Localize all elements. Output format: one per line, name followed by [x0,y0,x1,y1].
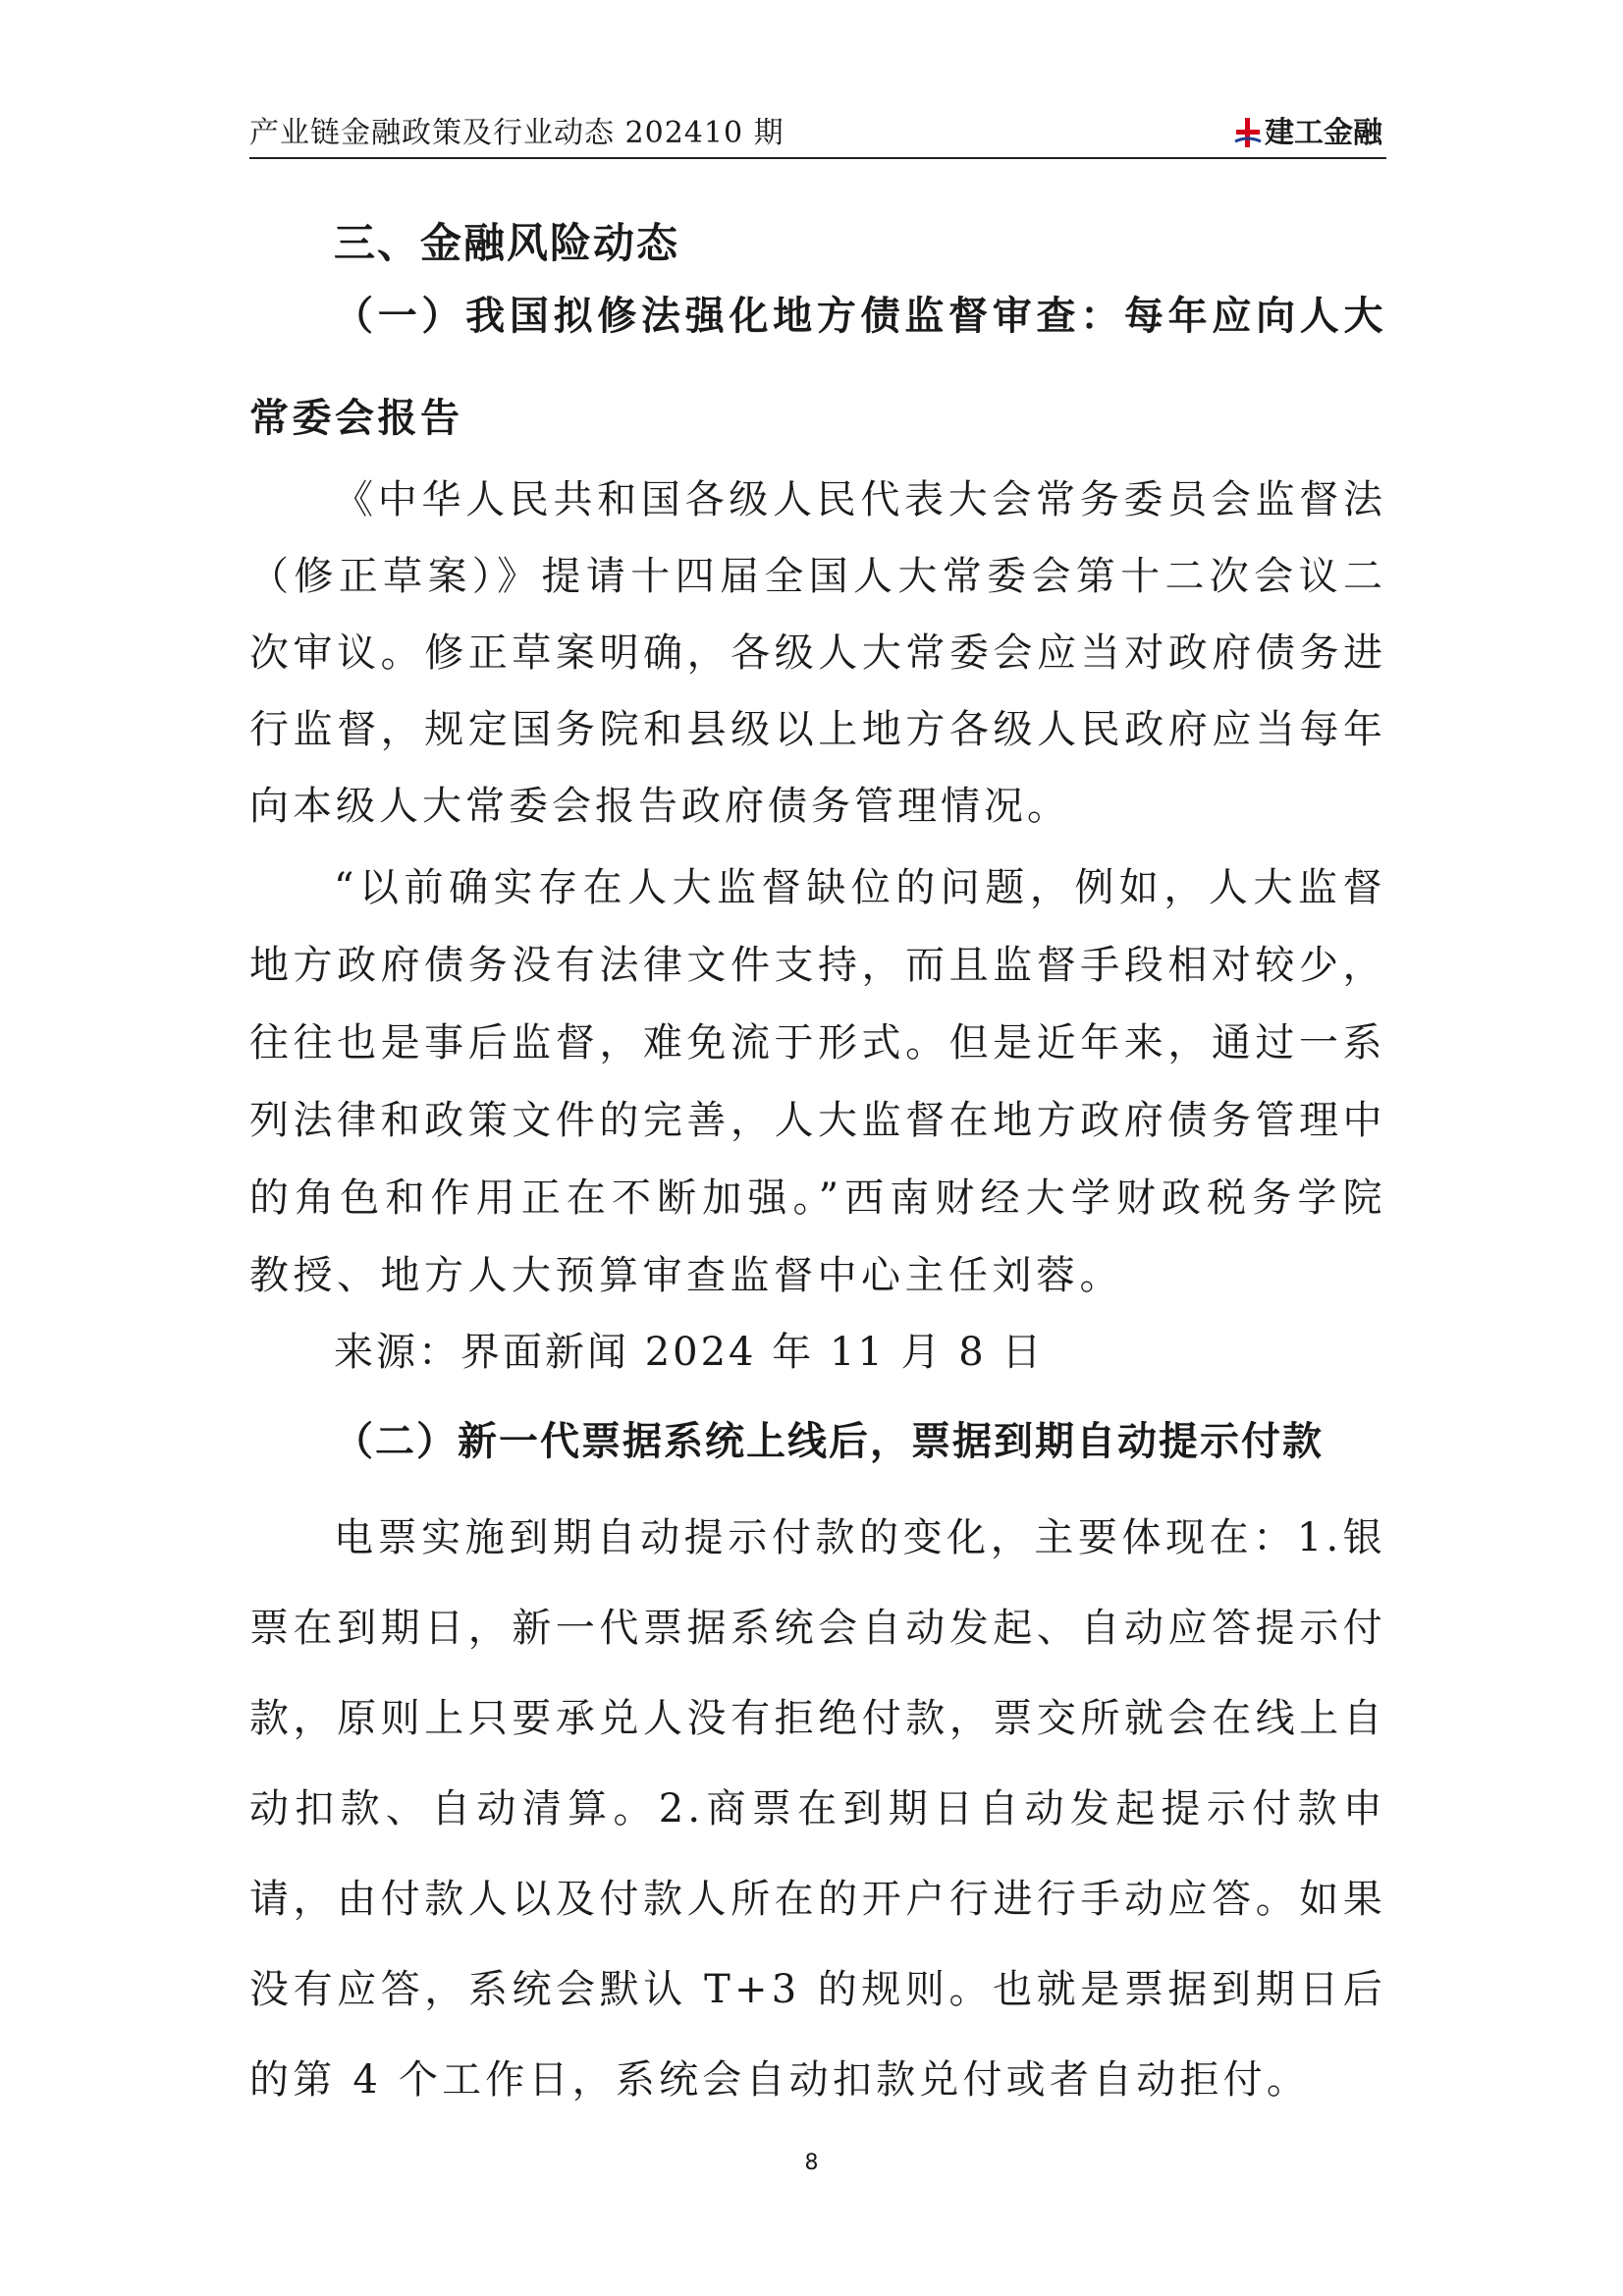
article1-source: 来源：界面新闻 2024 年 11 月 8 日 [334,1330,1045,1375]
header-title: 产业链金融政策及行业动态 202410 期 [249,116,784,150]
page-number: 8 [804,2151,819,2175]
article1-paragraph1: 《中华人民共和国各级人民代表大会常务委员会监督法（修正草案）》提请十四届全国人大常委会第十二次会议二次审议。修正草案明确，各级人大常委会应当对政府债务进行监督，规定国务院和县级以上地方各级人民政府应当每年向本级人大常委会报告政府债务管理情况。 [249,477,1386,829]
brand-name: 建工金融 [1265,116,1382,150]
ccb-logo-icon [1233,116,1263,149]
page-header [249,110,1386,159]
article1-heading: （一）我国拟修法强化地方债监督审查：每年应向人大常委会报告 [249,294,1386,441]
brand [1233,114,1380,151]
article2-heading: （二）新一代票据系统上线后，票据到期自动提示付款 [334,1419,1324,1464]
section-heading: 三、金融风险动态 [334,219,680,267]
article2-paragraph1: 电票实施到期自动提示付款的变化，主要体现在：1.银票在到期日，新一代票据系统会自动发起、自动应答提示付款，原则上只要承兑人没有拒绝付款，票交所就会在线上自动扣款、自动清算。2.商票在到期日自动发起提示付款申请，由付款人以及付款人所在的开户行进行手动应答。如果没有应答，系统会默认 T+3 的规则。也就是票据到期日后的第 4 个工作日，系统会自动扣款兑付或者自动拒付。 [249,1515,1386,2103]
article1-paragraph2: “以前确实存在人大监督缺位的问题，例如，人大监督地方政府债务没有法律文件支持，而且监督手段相对较少，往往也是事后监督，难免流于形式。但是近年来，通过一系列法律和政策文件的完善，人大监督在地方政府债务管理中的角色和作用正在不断加强。”西南财经大学财政税务学院教授、地方人大预算审查监督中心主任刘蓉。 [249,865,1386,1298]
